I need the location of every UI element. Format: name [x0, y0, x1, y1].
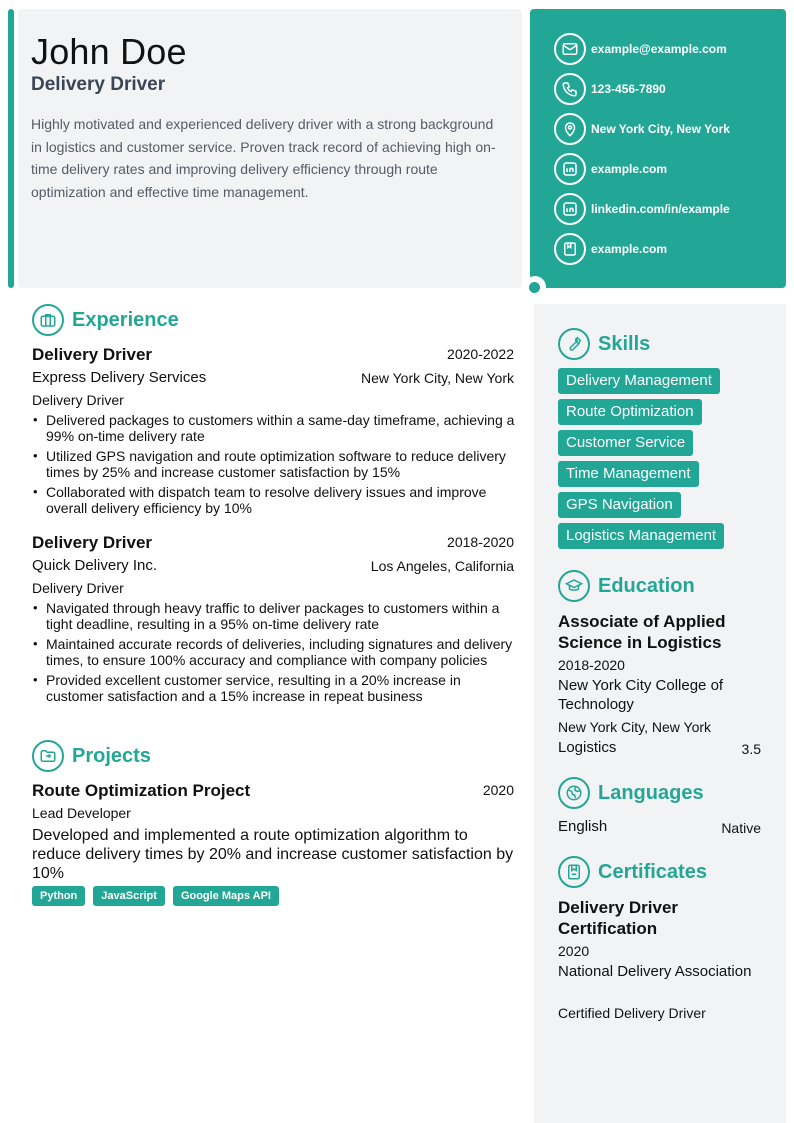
project-name: Route Optimization Project — [32, 781, 251, 800]
job-2-location: Los Angeles, California — [370, 558, 514, 574]
contact-location — [554, 113, 730, 145]
list-item: • Provided excellent customer service, resulting in a 20% increase in customer satisfaction and a 15% increase in repeat business — [32, 672, 516, 704]
project-tag: JavaScript — [93, 886, 165, 906]
experience-title: Experience — [72, 308, 179, 331]
certificates-title: Certificates — [598, 860, 707, 883]
header-panel — [18, 9, 522, 288]
job-1-position: Delivery Driver — [32, 392, 124, 408]
project-tag: Google Maps API — [173, 886, 279, 906]
folder-icon — [32, 740, 64, 772]
skill-badge: Customer Service — [558, 430, 693, 456]
project-date: 2020 — [482, 782, 514, 798]
job-1-company: Express Delivery Services — [32, 369, 207, 386]
certificate-name: Delivery Driver Certification — [558, 898, 679, 938]
globe-icon — [558, 777, 590, 809]
education-gpa: 3.5 — [741, 741, 761, 757]
accent-bar — [8, 9, 14, 288]
wrench-icon — [558, 328, 590, 360]
summary-text: Highly motivated and experienced delivery driver with a strong background in logistics and customer service. Proven track record of achieving high on-time delivery rates and improving delivery efficiency through route optimization and effective time management. — [31, 116, 496, 201]
graduation-cap-icon — [558, 570, 590, 602]
contact-panel — [530, 9, 786, 288]
contact-portfolio-text: example.com — [591, 242, 668, 256]
education-school: New York City College of Technology — [558, 677, 724, 713]
contact-portfolio[interactable] — [554, 233, 667, 265]
phone-icon — [554, 73, 586, 105]
contact-email-text: example@example.com — [591, 42, 727, 56]
skill-badge: Route Optimization — [558, 399, 702, 425]
languages-heading — [558, 777, 704, 809]
projects-heading — [32, 740, 151, 772]
job-1-date: 2020-2022 — [447, 346, 514, 362]
list-item: • Navigated through heavy traffic to deliver packages to customers within a tight deadline, resulting in a 95% on-time delivery rate — [32, 600, 516, 632]
contact-website-text: example.com — [591, 162, 668, 176]
language-level: Native — [721, 820, 761, 836]
job-1-bullets — [32, 412, 516, 520]
job-2-title: Delivery Driver — [32, 533, 153, 552]
skill-badge: Delivery Management — [558, 368, 720, 394]
certificate-issuer: National Delivery Association — [558, 963, 752, 980]
contact-phone-text: 123-456-7890 — [591, 82, 666, 96]
bookmark-icon — [554, 233, 586, 265]
job-2-bullets — [32, 600, 516, 708]
education-location: New York City, New York — [558, 719, 712, 735]
language-name: English — [558, 818, 608, 835]
education-title: Education — [598, 574, 695, 597]
skills-list — [558, 368, 778, 554]
list-item: • Collaborated with dispatch team to resolve delivery issues and improve overall delivery efficiency by 10% — [32, 484, 516, 516]
linkedin-icon — [554, 193, 586, 225]
education-years: 2018-2020 — [558, 657, 625, 673]
skill-badge: GPS Navigation — [558, 492, 681, 518]
contact-email[interactable] — [554, 33, 727, 65]
list-item: • Delivered packages to customers within a same-day timeframe, achieving a 99% on-time delivery rate — [32, 412, 516, 444]
contact-location-text: New York City, New York — [591, 122, 730, 136]
education-field: Logistics — [558, 739, 617, 756]
header-connector-dot — [529, 282, 540, 293]
candidate-name: John Doe — [31, 31, 187, 72]
candidate-role: Delivery Driver — [31, 74, 166, 95]
job-1-location: New York City, New York — [360, 370, 514, 386]
certificate-icon — [558, 856, 590, 888]
skills-title: Skills — [598, 332, 651, 355]
contact-linkedin[interactable] — [554, 193, 730, 225]
skill-badge: Time Management — [558, 461, 699, 487]
education-degree: Associate of Applied Science in Logistics — [558, 612, 726, 652]
experience-heading — [32, 304, 179, 336]
list-item: • Utilized GPS navigation and route optimization software to reduce delivery times by 25% and increase customer satisfaction by 15% — [32, 448, 516, 480]
briefcase-icon — [32, 304, 64, 336]
envelope-icon — [554, 33, 586, 65]
contact-phone[interactable] — [554, 73, 666, 105]
education-heading — [558, 570, 695, 602]
project-tags — [32, 886, 279, 906]
certificate-year: 2020 — [558, 943, 590, 959]
languages-title: Languages — [598, 781, 704, 804]
job-2-company: Quick Delivery Inc. — [32, 557, 158, 574]
linkedin-icon — [554, 153, 586, 185]
certificates-heading — [558, 856, 707, 888]
contact-linkedin-text: linkedin.com/in/example — [591, 202, 730, 216]
project-description: Developed and implemented a route optimization algorithm to reduce delivery times by 20% and increase customer satisfaction by 10% — [32, 827, 514, 882]
contact-website[interactable] — [554, 153, 667, 185]
certificate-credential: Certified Delivery Driver — [558, 1005, 706, 1021]
projects-title: Projects — [72, 744, 151, 767]
job-2-position: Delivery Driver — [32, 580, 124, 596]
job-2-date: 2018-2020 — [447, 534, 514, 550]
project-tag: Python — [32, 886, 85, 906]
skill-badge: Logistics Management — [558, 523, 724, 549]
location-pin-icon — [554, 113, 586, 145]
job-1-title: Delivery Driver — [32, 345, 153, 364]
project-role: Lead Developer — [32, 805, 131, 821]
skills-heading — [558, 328, 650, 360]
list-item: • Maintained accurate records of deliveries, including signatures and delivery times, to ensure 100% accuracy and compliance with company policies — [32, 636, 516, 668]
